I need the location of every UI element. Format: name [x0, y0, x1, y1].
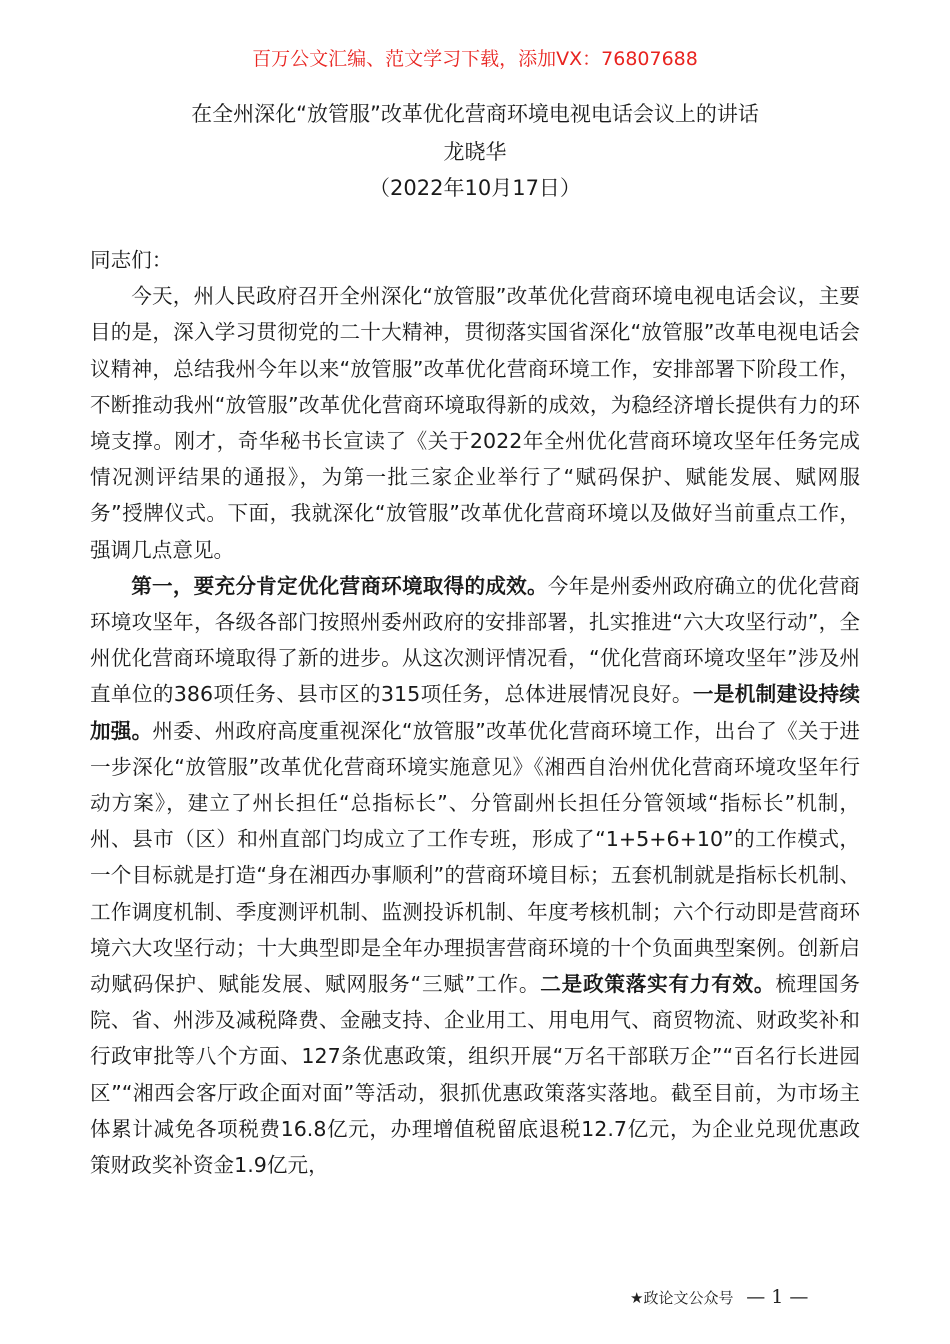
document-title: 在全州深化“放管服”改革优化营商环境电视电话会议上的讲话: [191, 102, 759, 126]
paragraph-text: 州委、州政府高度重视深化“放管服”改革优化营商环境工作，出台了《关于进一步深化“放管服”改革优化营商环境实施意见》《湘西自治州优化营商环境攻坚年行动方案》，建立了州长担任“总指标长”、分管副州长担任分管领域“指标长”机制，州、县市（区）和州直部门均成立了工作专班，形成了“1+5+6+10”的工作模式，一个目标就是打造“身在湘西办事顺利”的营商环境目标；五套机制就是指标长机制、工作调度机制、季度测评机制、监测投诉机制、年度考核机制；六个行动即是营商环境六大攻坚行动；十大典型即是全年办理损害营商环境的十个负面典型案例。创新启动赋码保护、赋能发展、赋网服务“三赋”工作。: [90, 718, 860, 997]
page-number: — 1 —: [746, 1286, 809, 1308]
paragraph-text: 梳理国务院、省、州涉及减税降费、金融支持、企业用工、用电用气、商贸物流、财政奖补和行政审批等八个方面、127条优惠政策，组织开展“万名干部联万企”“百名行长进园区”“湘西会客厅政企面对面”等活动，狠抓优惠政策落实落地。截至目前，为市场主体累计减免各项税费16.8亿元，办理增值税留底退税12.7亿元，为企业兑现优惠政策财政奖补资金1.9亿元，: [90, 972, 861, 1178]
watermark-banner: 百万公文汇编、范文学习下载，添加VX：76807688: [252, 48, 698, 70]
page-footer: [630, 1286, 808, 1308]
paragraph-first-point: [90, 568, 860, 1183]
document-body: [90, 242, 860, 1183]
subheading-policy: 二是政策落实有力有效。: [540, 972, 776, 997]
document-date: （2022年10月17日）: [369, 176, 581, 200]
subheading-mechanism: 一是机制建设持续加强。: [90, 682, 860, 743]
salutation: 同志们：: [90, 248, 173, 272]
heading-first-point: 第一，要充分肯定优化营商环境取得的成效。: [131, 573, 548, 598]
footer-source: ★政论文公众号: [630, 1289, 734, 1307]
paragraph-text: 今年是州委州政府确立的优化营商环境攻坚年，各级各部门按照州委州政府的安排部署，扎实推进“六大攻坚行动”，全州优化营商环境取得了新的进步。从这次测评情况看，“优化营商环境攻坚年”涉及州直单位的386项任务、县市区的315项任务，总体进展情况良好。: [90, 573, 861, 707]
paragraph-intro: 今天，州人民政府召开全州深化“放管服”改革优化营商环境电视电话会议，主要目的是，深入学习贯彻党的二十大精神，贯彻落实国省深化“放管服”改革电视电话会议精神，总结我州今年以来“放管服”改革优化营商环境工作，安排部署下阶段工作，不断推动我州“放管服”改革优化营商环境取得新的成效，为稳经济增长提供有力的环境支撑。刚才，奇华秘书长宣读了《关于2022年全州优化营商环境攻坚年任务完成情况测评结果的通报》，为第一批三家企业举行了“赋码保护、赋能发展、赋网服务”授牌仪式。下面，我就深化“放管服”改革优化营商环境以及做好当前重点工作，强调几点意见。: [90, 284, 860, 562]
document-author: 龙晓华: [443, 140, 507, 164]
